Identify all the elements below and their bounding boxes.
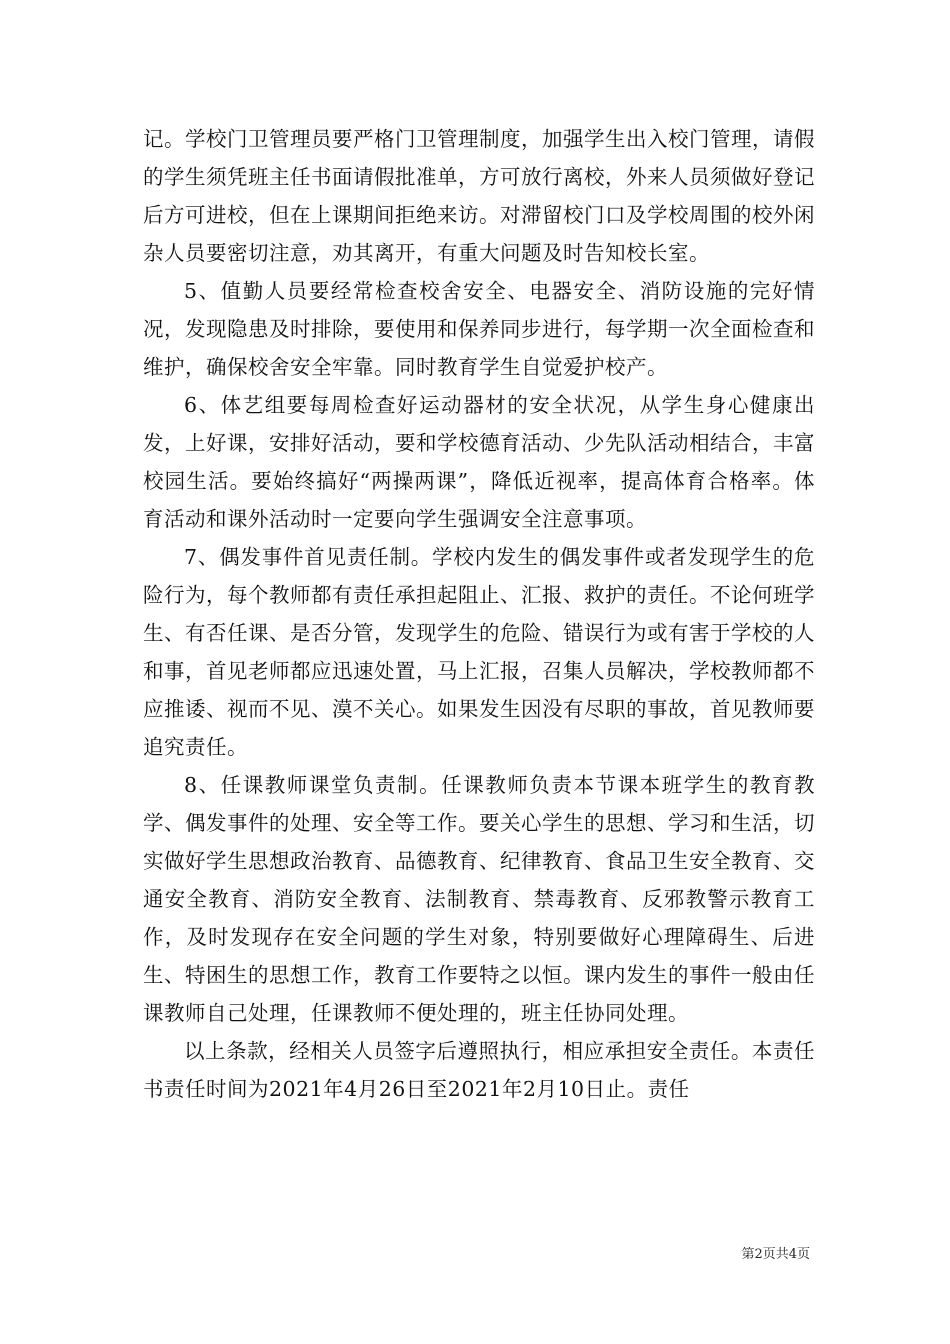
document-body	[143, 120, 815, 1108]
paragraph-item-6: 6、体艺组要每周检查好运动器材的安全状况，从学生身心健康出发，上好课，安排好活动，要和学校德育活动、少先队活动相结合，丰富校园生活。要始终搞好“两操两课”，降低近视率，提高体育合格率。体育活动和课外活动时一定要向学生强调安全注意事项。	[143, 393, 815, 531]
paragraph-continuation: 记。学校门卫管理员要严格门卫管理制度，加强学生出入校门管理，请假的学生须凭班主任书面请假批准单，方可放行离校，外来人员须做好登记后方可进校，但在上课期间拒绝来访。对滞留校门口及学校周围的校外闲杂人员要密切注意，劝其离开，有重大问题及时告知校长室。	[143, 127, 815, 265]
page-number: 第2页共4页	[741, 1247, 810, 1262]
paragraph-item-8: 8、任课教师课堂负责制。任课教师负责本节课本班学生的教育教学、偶发事件的处理、安全等工作。要关心学生的思想、学习和生活，切实做好学生思想政治教育、品德教育、纪律教育、食品卫生安全教育、交通安全教育、消防安全教育、法制教育、禁毒教育、反邪教警示教育工作，及时发现存在安全问题的学生对象，特别要做好心理障碍生、后进生、特困生的思想工作，教育工作要特之以恒。课内发生的事件一般由任课教师自己处理，任课教师不便处理的，班主任协同处理。	[143, 773, 815, 1025]
paragraph-item-7: 7、偶发事件首见责任制。学校内发生的偶发事件或者发现学生的危险行为，每个教师都有责任承担起阻止、汇报、救护的责任。不论何班学生、有否任课、是否分管，发现学生的危险、错误行为或有害于学校的人和事，首见老师都应迅速处置，马上汇报，召集人员解决，学校教师都不应推诿、视而不见、漠不关心。如果发生因没有尽职的事故，首见教师要追究责任。	[143, 545, 815, 759]
paragraph-item-5: 5、值勤人员要经常检查校舍安全、电器安全、消防设施的完好情况，发现隐患及时排除，要使用和保养同步进行，每学期一次全面检查和维护，确保校舍安全牢靠。同时教育学生自觉爱护校产。	[143, 279, 815, 379]
paragraph-closing: 以上条款，经相关人员签字后遵照执行，相应承担安全责任。本责任书责任时间为2021年4月26日至2021年2月10日止。责任	[143, 1039, 815, 1101]
